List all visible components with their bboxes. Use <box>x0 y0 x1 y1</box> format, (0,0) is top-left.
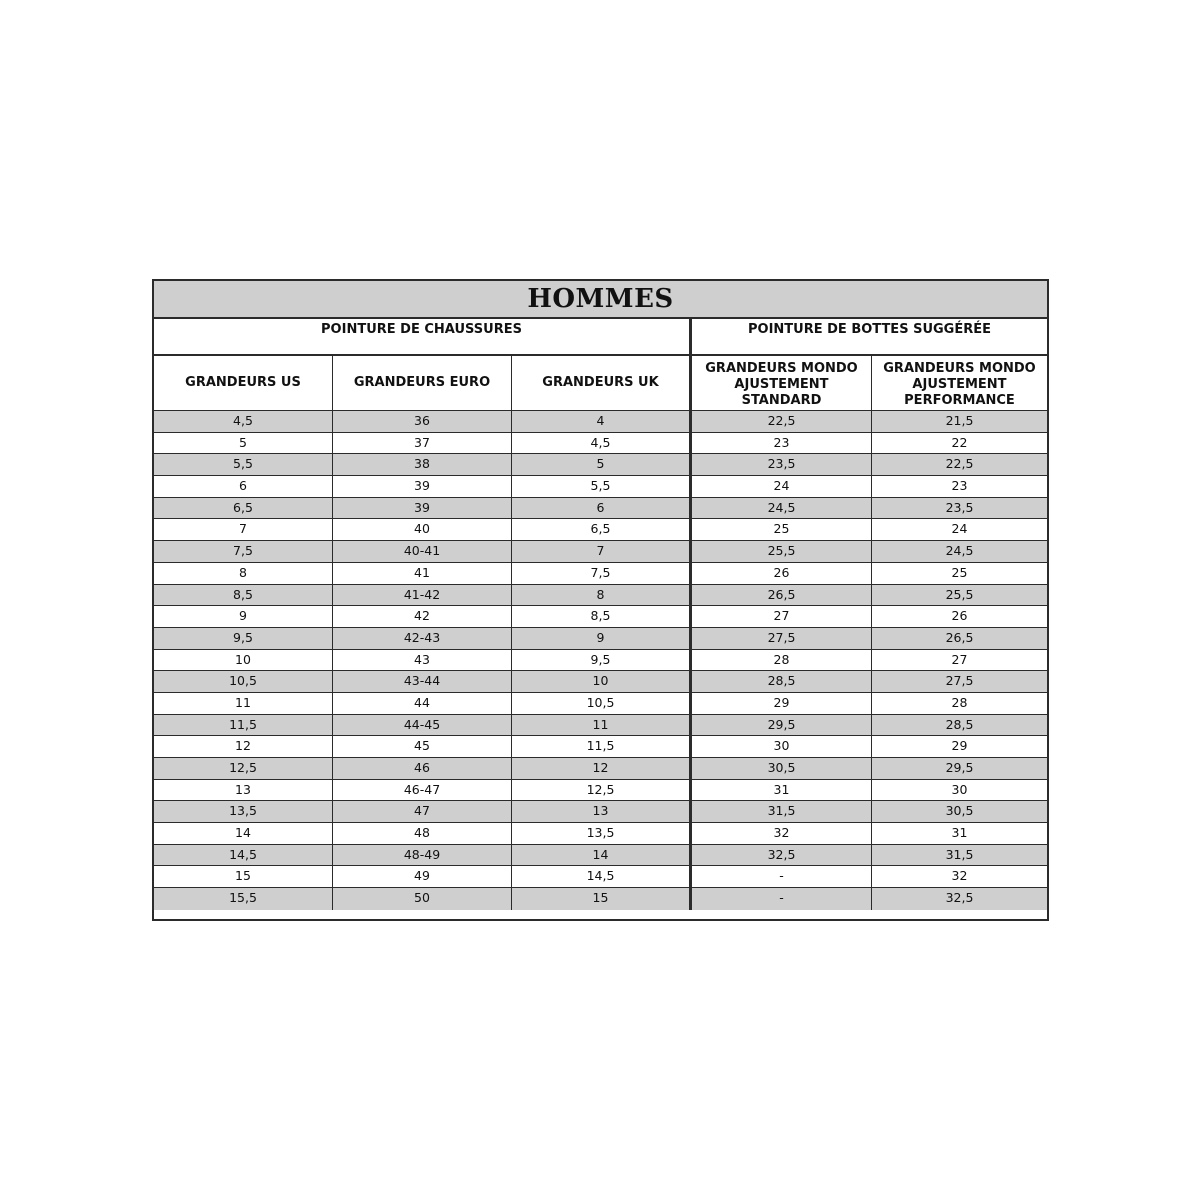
cell-uk: 8,5 <box>512 606 692 627</box>
cell-uk: 14 <box>512 845 692 866</box>
cell-us: 7,5 <box>154 541 333 562</box>
cell-euro: 48-49 <box>333 845 512 866</box>
cell-euro: 46-47 <box>333 780 512 801</box>
header-mondo-performance-line2: AJUSTEMENT <box>912 376 1007 392</box>
cell-mondo-performance: 29 <box>951 738 968 754</box>
cell-mondo-performance: 23,5 <box>945 499 974 515</box>
cell-mondo-performance: 26,5 <box>945 629 974 645</box>
cell-mondo-standard: 31,5 <box>692 801 872 822</box>
header-us: GRANDEURS US <box>154 356 333 410</box>
cell-euro: 40-41 <box>333 541 512 562</box>
cell-euro: 44-45 <box>333 715 512 736</box>
cell-euro: 47 <box>333 801 512 822</box>
table-row <box>154 780 1047 802</box>
cell-euro: 44 <box>333 693 512 714</box>
cell-us: 6 <box>154 476 333 497</box>
table-title: HOMMES <box>527 284 674 314</box>
cell-us: 9,5 <box>154 628 333 649</box>
cell-mondo-performance: 32 <box>951 868 968 884</box>
cell-mondo-standard: 27,5 <box>692 628 872 649</box>
table-row <box>154 454 1047 476</box>
cell-mondo-standard: 25,5 <box>692 541 872 562</box>
cell-mondo-performance: 26 <box>951 608 968 624</box>
cell-euro: 48 <box>333 823 512 844</box>
cell-euro: 41 <box>333 563 512 584</box>
table-row <box>154 476 1047 498</box>
table-row <box>154 650 1047 672</box>
table-row <box>154 628 1047 650</box>
table-row <box>154 866 1047 888</box>
cell-uk: 12 <box>512 758 692 779</box>
cell-uk: 7 <box>512 541 692 562</box>
cell-us: 13,5 <box>154 801 333 822</box>
header-mondo-standard <box>692 356 872 410</box>
cell-euro: 42 <box>333 606 512 627</box>
cell-uk: 15 <box>512 888 692 910</box>
cell-mondo-performance: 32,5 <box>945 890 974 906</box>
header-mondo-standard-line2: AJUSTEMENT <box>734 376 829 392</box>
header-mondo-performance <box>872 356 1047 410</box>
cell-mondo-performance: 22,5 <box>945 456 974 472</box>
cell-euro: 39 <box>333 476 512 497</box>
cell-euro: 49 <box>333 866 512 887</box>
cell-uk: 9 <box>512 628 692 649</box>
cell-euro: 41-42 <box>333 585 512 606</box>
table-row <box>154 498 1047 520</box>
header-uk: GRANDEURS UK <box>512 356 692 410</box>
cell-mondo-performance: 30 <box>951 781 968 797</box>
cell-mondo-performance: 22 <box>951 434 968 450</box>
cell-mondo-standard: 22,5 <box>692 411 872 432</box>
cell-uk: 6,5 <box>512 519 692 540</box>
table-row <box>154 715 1047 737</box>
cell-mondo-standard: 32 <box>692 823 872 844</box>
cell-mondo-standard: - <box>692 866 872 887</box>
cell-mondo-performance: 28,5 <box>945 716 974 732</box>
table-row <box>154 606 1047 628</box>
cell-uk: 8 <box>512 585 692 606</box>
cell-euro: 42-43 <box>333 628 512 649</box>
cell-euro: 46 <box>333 758 512 779</box>
cell-mondo-standard: 26,5 <box>692 585 872 606</box>
cell-us: 10 <box>154 650 333 671</box>
cell-us: 13 <box>154 780 333 801</box>
cell-mondo-standard: 24,5 <box>692 498 872 519</box>
cell-euro: 45 <box>333 736 512 757</box>
cell-mondo-performance: 25 <box>951 564 968 580</box>
table-body <box>154 411 1047 910</box>
cell-us: 8,5 <box>154 585 333 606</box>
cell-us: 12 <box>154 736 333 757</box>
table-row <box>154 693 1047 715</box>
cell-uk: 5 <box>512 454 692 475</box>
cell-us: 15,5 <box>154 888 333 910</box>
cell-mondo-performance: 23 <box>951 478 968 494</box>
cell-euro: 40 <box>333 519 512 540</box>
table-row <box>154 519 1047 541</box>
table-row <box>154 801 1047 823</box>
cell-euro: 43-44 <box>333 671 512 692</box>
cell-mondo-standard: 28,5 <box>692 671 872 692</box>
cell-uk: 4,5 <box>512 433 692 454</box>
cell-mondo-standard: 30,5 <box>692 758 872 779</box>
cell-mondo-performance: 25,5 <box>945 586 974 602</box>
title-bar <box>154 281 1047 319</box>
cell-us: 5,5 <box>154 454 333 475</box>
header-mondo-standard-line1: GRANDEURS MONDO <box>705 360 858 376</box>
table-row <box>154 671 1047 693</box>
header-euro: GRANDEURS EURO <box>333 356 512 410</box>
cell-mondo-standard: 29 <box>692 693 872 714</box>
table-row <box>154 758 1047 780</box>
cell-us: 8 <box>154 563 333 584</box>
cell-mondo-standard: - <box>692 888 872 910</box>
cell-uk: 5,5 <box>512 476 692 497</box>
cell-mondo-performance: 21,5 <box>945 413 974 428</box>
cell-uk: 6 <box>512 498 692 519</box>
table-row <box>154 541 1047 563</box>
cell-euro: 39 <box>333 498 512 519</box>
cell-us: 12,5 <box>154 758 333 779</box>
cell-uk: 7,5 <box>512 563 692 584</box>
cell-euro: 38 <box>333 454 512 475</box>
cell-uk: 10 <box>512 671 692 692</box>
column-header-row <box>154 356 1047 411</box>
cell-mondo-standard: 25 <box>692 519 872 540</box>
cell-mondo-standard: 29,5 <box>692 715 872 736</box>
table-row <box>154 411 1047 433</box>
cell-uk: 13 <box>512 801 692 822</box>
cell-mondo-standard: 24 <box>692 476 872 497</box>
cell-us: 14,5 <box>154 845 333 866</box>
cell-us: 10,5 <box>154 671 333 692</box>
cell-mondo-standard: 28 <box>692 650 872 671</box>
cell-mondo-standard: 23 <box>692 433 872 454</box>
table-row <box>154 823 1047 845</box>
cell-mondo-standard: 31 <box>692 780 872 801</box>
cell-uk: 10,5 <box>512 693 692 714</box>
cell-uk: 4 <box>512 411 692 432</box>
cell-mondo-standard: 30 <box>692 736 872 757</box>
cell-mondo-standard: 32,5 <box>692 845 872 866</box>
cell-mondo-performance: 29,5 <box>945 760 974 775</box>
table-row <box>154 845 1047 867</box>
cell-mondo-performance: 28 <box>951 694 968 710</box>
group-boots: POINTURE DE BOTTES SUGGÉRÉE <box>747 322 991 337</box>
cell-us: 15 <box>154 866 333 887</box>
cell-uk: 9,5 <box>512 650 692 671</box>
cell-us: 11 <box>154 693 333 714</box>
table-row <box>154 736 1047 758</box>
cell-mondo-standard: 26 <box>692 563 872 584</box>
cell-mondo-standard: 23,5 <box>692 454 872 475</box>
cell-mondo-performance: 31 <box>951 825 968 841</box>
cell-us: 7 <box>154 519 333 540</box>
cell-uk: 12,5 <box>512 780 692 801</box>
cell-us: 11,5 <box>154 715 333 736</box>
cell-euro: 37 <box>333 433 512 454</box>
header-mondo-performance-line3: PERFORMANCE <box>904 392 1015 408</box>
size-chart-table <box>152 279 1049 921</box>
group-shoes: POINTURE DE CHAUSSURES <box>154 319 692 354</box>
cell-euro: 43 <box>333 650 512 671</box>
cell-us: 4,5 <box>154 411 333 432</box>
cell-us: 14 <box>154 823 333 844</box>
cell-mondo-performance: 24 <box>951 521 968 537</box>
cell-mondo-performance: 31,5 <box>945 846 974 862</box>
cell-us: 5 <box>154 433 333 454</box>
cell-uk: 13,5 <box>512 823 692 844</box>
table-row <box>154 563 1047 585</box>
table-row <box>154 433 1047 455</box>
cell-mondo-performance: 27,5 <box>945 673 974 689</box>
header-mondo-standard-line3: STANDARD <box>741 392 822 408</box>
cell-uk: 11,5 <box>512 736 692 757</box>
header-mondo-performance-line1: GRANDEURS MONDO <box>883 360 1036 376</box>
cell-uk: 11 <box>512 715 692 736</box>
cell-mondo-performance: 30,5 <box>945 803 974 819</box>
cell-euro: 50 <box>333 888 512 910</box>
group-header-row <box>154 319 1047 356</box>
cell-mondo-performance: 27 <box>951 651 968 667</box>
cell-euro: 36 <box>333 411 512 432</box>
cell-mondo-performance: 24,5 <box>945 543 974 559</box>
cell-uk: 14,5 <box>512 866 692 887</box>
table-row <box>154 888 1047 910</box>
table-row <box>154 585 1047 607</box>
cell-us: 9 <box>154 606 333 627</box>
cell-mondo-standard: 27 <box>692 606 872 627</box>
cell-us: 6,5 <box>154 498 333 519</box>
